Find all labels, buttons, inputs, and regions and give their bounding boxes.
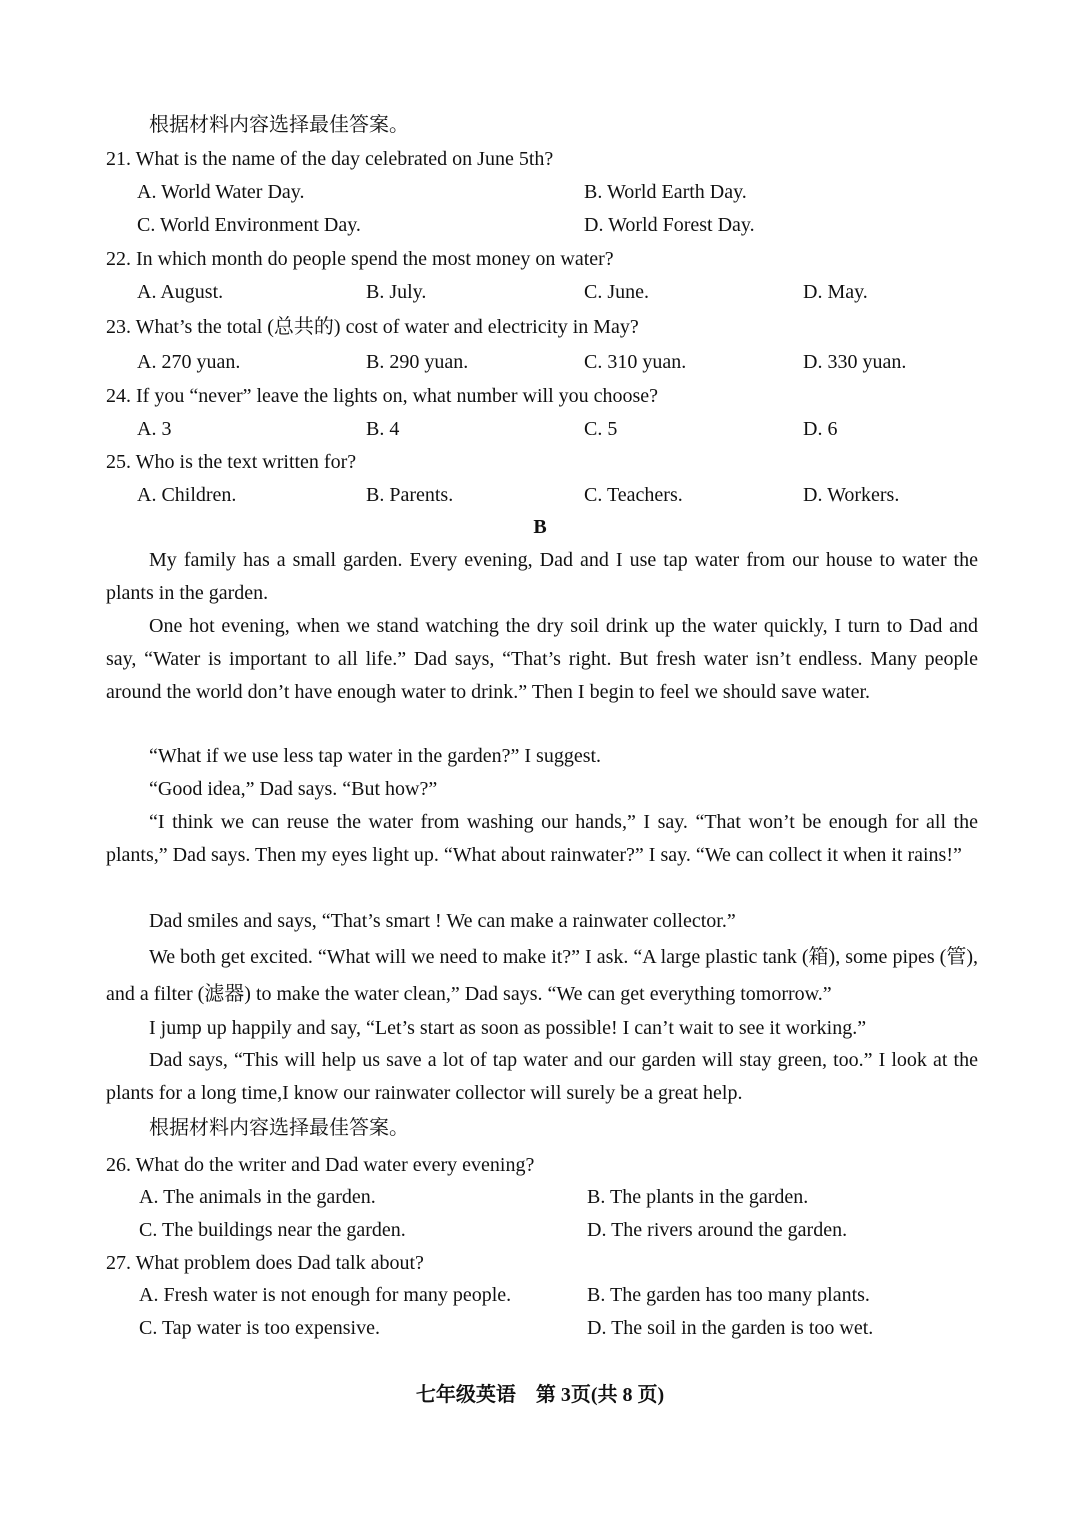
option-22-c[interactable]: C. June. xyxy=(584,281,649,303)
option-21-b[interactable]: B. World Earth Day. xyxy=(584,181,747,203)
question-22 xyxy=(106,246,614,272)
question-text: What problem does Dad talk about? xyxy=(135,1252,424,1274)
paragraph-text: “What if we use less tap water in the garden?” I suggest. xyxy=(149,745,602,767)
option-27-c[interactable]: C. Tap water is too expensive. xyxy=(139,1317,380,1339)
option-26-d[interactable]: D. The rivers around the garden. xyxy=(587,1219,848,1241)
paragraph-text: “I think we can reuse the water from washing our hands,” I say. “That won’t be enough for all the plants,” Dad says. Then my eyes light up. “What about rainwater?” I say. “We can collect it when it rains!” xyxy=(106,811,978,866)
question-24 xyxy=(106,383,658,409)
question-number: 27. xyxy=(106,1252,131,1274)
question-number: 23. xyxy=(106,316,131,338)
paragraph-text: My family has a small garden. Every evening, Dad and I use tap water from our house to water the plants in the garden. xyxy=(106,549,978,604)
question-27 xyxy=(106,1250,424,1276)
option-23-a[interactable]: A. 270 yuan. xyxy=(137,351,241,373)
option-23-c[interactable]: C. 310 yuan. xyxy=(584,351,687,373)
option-22-b[interactable]: B. July. xyxy=(366,281,427,303)
question-number: 24. xyxy=(106,385,131,407)
passage-paragraph-7 xyxy=(106,939,978,1013)
option-22-a[interactable]: A. August. xyxy=(137,281,224,303)
option-26-a[interactable]: A. The animals in the garden. xyxy=(139,1186,376,1208)
option-21-d[interactable]: D. World Forest Day. xyxy=(584,214,755,236)
passage-paragraph-2 xyxy=(106,610,978,709)
question-number: 22. xyxy=(106,248,131,270)
option-25-d[interactable]: D. Workers. xyxy=(803,484,900,506)
question-23 xyxy=(106,314,639,340)
passage-paragraph-8 xyxy=(106,1012,978,1045)
question-number: 21. xyxy=(106,148,131,170)
question-text: What’s the total (总共的) cost of water and electricity in May? xyxy=(135,316,639,338)
option-26-c[interactable]: C. The buildings near the garden. xyxy=(139,1219,406,1241)
question-text: What is the name of the day celebrated on June 5th? xyxy=(135,148,554,170)
option-23-d[interactable]: D. 330 yuan. xyxy=(803,351,907,373)
option-25-b[interactable]: B. Parents. xyxy=(366,484,454,506)
option-24-d[interactable]: D. 6 xyxy=(803,418,838,440)
option-21-c[interactable]: C. World Environment Day. xyxy=(137,214,361,236)
paragraph-text: One hot evening, when we stand watching the dry soil drink up the water quickly, I turn to Dad and say, “Water is important to all life.” Dad says, “That’s right. But fresh water isn’t endless. Many people around the world don’t have enough water to drink.” Then I begin to feel we should save water. xyxy=(106,615,978,703)
option-21-a[interactable]: A. World Water Day. xyxy=(137,181,305,203)
option-25-a[interactable]: A. Children. xyxy=(137,484,237,506)
question-text: What do the writer and Dad water every evening? xyxy=(135,1154,535,1176)
passage-paragraph-9 xyxy=(106,1044,978,1110)
option-22-d[interactable]: D. May. xyxy=(803,281,868,303)
option-27-b[interactable]: B. The garden has too many plants. xyxy=(587,1284,870,1306)
option-27-a[interactable]: A. Fresh water is not enough for many people. xyxy=(139,1284,512,1306)
question-25 xyxy=(106,449,356,475)
option-24-a[interactable]: A. 3 xyxy=(137,418,172,440)
paragraph-text: Dad smiles and says, “That’s smart ! We can make a rainwater collector.” xyxy=(149,910,736,932)
question-text: Who is the text written for? xyxy=(135,451,357,473)
question-number: 26. xyxy=(106,1154,131,1176)
question-text: In which month do people spend the most money on water? xyxy=(136,248,614,270)
instruction-a: 根据材料内容选择最佳答案。 xyxy=(149,114,409,136)
question-number: 25. xyxy=(106,451,131,473)
passage-paragraph-3 xyxy=(106,740,978,773)
instruction-b: 根据材料内容选择最佳答案。 xyxy=(149,1117,409,1139)
option-27-d[interactable]: D. The soil in the garden is too wet. xyxy=(587,1317,874,1339)
paragraph-text: “Good idea,” Dad says. “But how?” xyxy=(149,778,438,800)
paragraph-text: Dad says, “This will help us save a lot of tap water and our garden will stay green, too.” I look at the plants for a long time,I know our rainwater collector will surely be a great help. xyxy=(106,1049,978,1104)
paragraph-text: I jump up happily and say, “Let’s start as soon as possible! I can’t wait to see it working.” xyxy=(149,1017,867,1039)
passage-paragraph-5 xyxy=(106,806,978,872)
option-23-b[interactable]: B. 290 yuan. xyxy=(366,351,469,373)
section-b-heading: B xyxy=(533,516,547,538)
option-25-c[interactable]: C. Teachers. xyxy=(584,484,683,506)
option-24-c[interactable]: C. 5 xyxy=(584,418,618,440)
passage-paragraph-1 xyxy=(106,544,978,610)
question-21 xyxy=(106,146,553,172)
option-24-b[interactable]: B. 4 xyxy=(366,418,400,440)
paragraph-text: We both get excited. “What will we need to make it?” I ask. “A large plastic tank (箱), some pipes (管), and a filter (滤器) to make the water clean,” Dad says. “We can get everything tomorrow.” xyxy=(106,946,978,1005)
option-26-b[interactable]: B. The plants in the garden. xyxy=(587,1186,809,1208)
question-26 xyxy=(106,1152,534,1178)
question-text: If you “never” leave the lights on, what number will you choose? xyxy=(136,385,659,407)
passage-paragraph-6 xyxy=(106,905,978,938)
passage-paragraph-4 xyxy=(106,773,978,806)
page-footer: 七年级英语 第 3页(共 8 页) xyxy=(415,1384,665,1406)
